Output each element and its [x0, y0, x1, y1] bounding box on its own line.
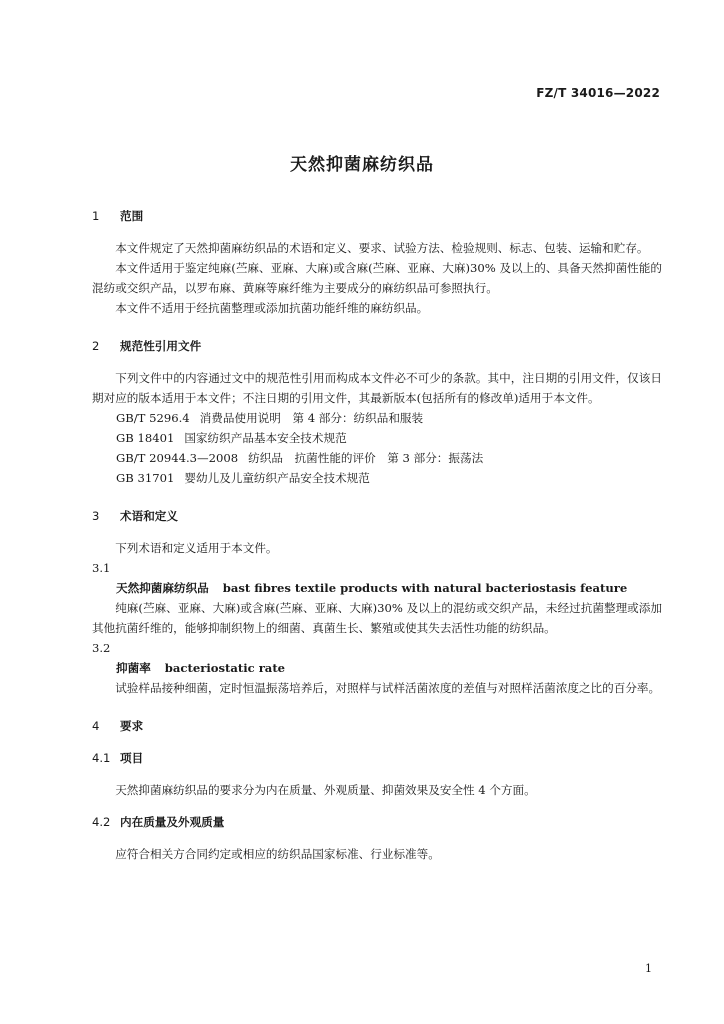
- subsection-title: 项目: [120, 751, 144, 765]
- section-heading-scope: [92, 206, 662, 226]
- paragraph: 本文件不适用于经抗菌整理或添加抗菌功能纤维的麻纺织品。: [115, 301, 429, 315]
- term-definition: 纯麻(苎麻、亚麻、大麻)或含麻(苎麻、亚麻、大麻)30% 及以上的混纺或交织产品，未经过抗菌整理或添加其他抗菌纤维的，能够抑制织物上的细菌、真菌生长、繁殖或使其失去活性功能的纺织品。: [92, 601, 662, 635]
- term-en: bacteriostatic rate: [164, 661, 286, 675]
- term-zh: 天然抑菌麻纺织品: [116, 581, 209, 595]
- reference-title: 纺织品 抗菌性能的评价 第 3 部分：振荡法: [248, 451, 484, 465]
- reference-code: GB 31701: [116, 471, 175, 485]
- reference-item: [92, 428, 662, 448]
- paragraph: 本文件规定了天然抑菌麻纺织品的术语和定义、要求、试验方法、检验规则、标志、包装、运输和贮存。: [115, 241, 649, 255]
- subsection-heading-items: [92, 748, 662, 768]
- section-title: 要求: [120, 719, 144, 733]
- paragraph: 下列术语和定义适用于本文件。: [115, 541, 278, 555]
- standard-code: FZ/T 34016—2022: [536, 86, 660, 100]
- paragraph: 天然抑菌麻纺织品的要求分为内在质量、外观质量、抑菌效果及安全性 4 个方面。: [115, 783, 536, 797]
- term-zh: 抑菌率: [116, 661, 151, 675]
- reference-item: [92, 448, 662, 468]
- section-number: 3: [92, 509, 100, 523]
- reference-title: 国家纺织产品基本安全技术规范: [184, 431, 347, 445]
- subsection-number: 4.1: [92, 751, 111, 765]
- term-entry: [92, 578, 662, 598]
- term-entry: [92, 658, 662, 678]
- subsection-number: 4.2: [92, 815, 111, 829]
- reference-code: GB/T 5296.4: [116, 411, 190, 425]
- paragraph: 应符合相关方合同约定或相应的纺织品国家标准、行业标准等。: [115, 847, 440, 861]
- reference-item: [92, 408, 662, 428]
- section-number: 4: [92, 719, 100, 733]
- reference-title: 婴幼儿及儿童纺织产品安全技术规范: [184, 471, 370, 485]
- section-heading-normative-references: [92, 336, 662, 356]
- reference-item: [92, 468, 662, 488]
- subsection-heading-quality: [92, 812, 662, 832]
- clause-number: 3.2: [92, 641, 111, 655]
- reference-title: 消费品使用说明 第 4 部分：纺织品和服装: [199, 411, 424, 425]
- section-title: 范围: [120, 209, 144, 223]
- paragraph: 下列文件中的内容通过文中的规范性引用而构成本文件必不可少的条款。其中，注日期的引用文件，仅该日期对应的版本适用于本文件；不注日期的引用文件，其最新版本(包括所有的修改单)适用于本文件。: [92, 371, 662, 405]
- reference-code: GB/T 20944.3—2008: [116, 451, 239, 465]
- paragraph: 本文件适用于鉴定纯麻(苎麻、亚麻、大麻)或含麻(苎麻、亚麻、大麻)30% 及以上的、具备天然抑菌性能的混纺或交织产品，以罗布麻、黄麻等麻纤维为主要成分的麻纺织品可参照执行。: [92, 261, 662, 295]
- document-title: 天然抑菌麻纺织品: [290, 155, 434, 175]
- term-definition: 试验样品接种细菌，定时恒温振荡培养后，对照样与试样活菌浓度的差值与对照样活菌浓度之比的百分率。: [115, 681, 661, 695]
- section-number: 1: [92, 209, 100, 223]
- section-heading-terms-definitions: [92, 506, 662, 526]
- term-en: bast fibres textile products with natural bacteriostasis feature: [222, 581, 628, 595]
- reference-code: GB 18401: [116, 431, 175, 445]
- document-body: [92, 206, 662, 864]
- section-heading-requirements: [92, 716, 662, 736]
- clause-number: 3.1: [92, 561, 111, 575]
- page-number: 1: [645, 962, 652, 975]
- section-title: 术语和定义: [120, 509, 178, 523]
- subsection-title: 内在质量及外观质量: [120, 815, 225, 829]
- section-title: 规范性引用文件: [120, 339, 202, 353]
- section-number: 2: [92, 339, 100, 353]
